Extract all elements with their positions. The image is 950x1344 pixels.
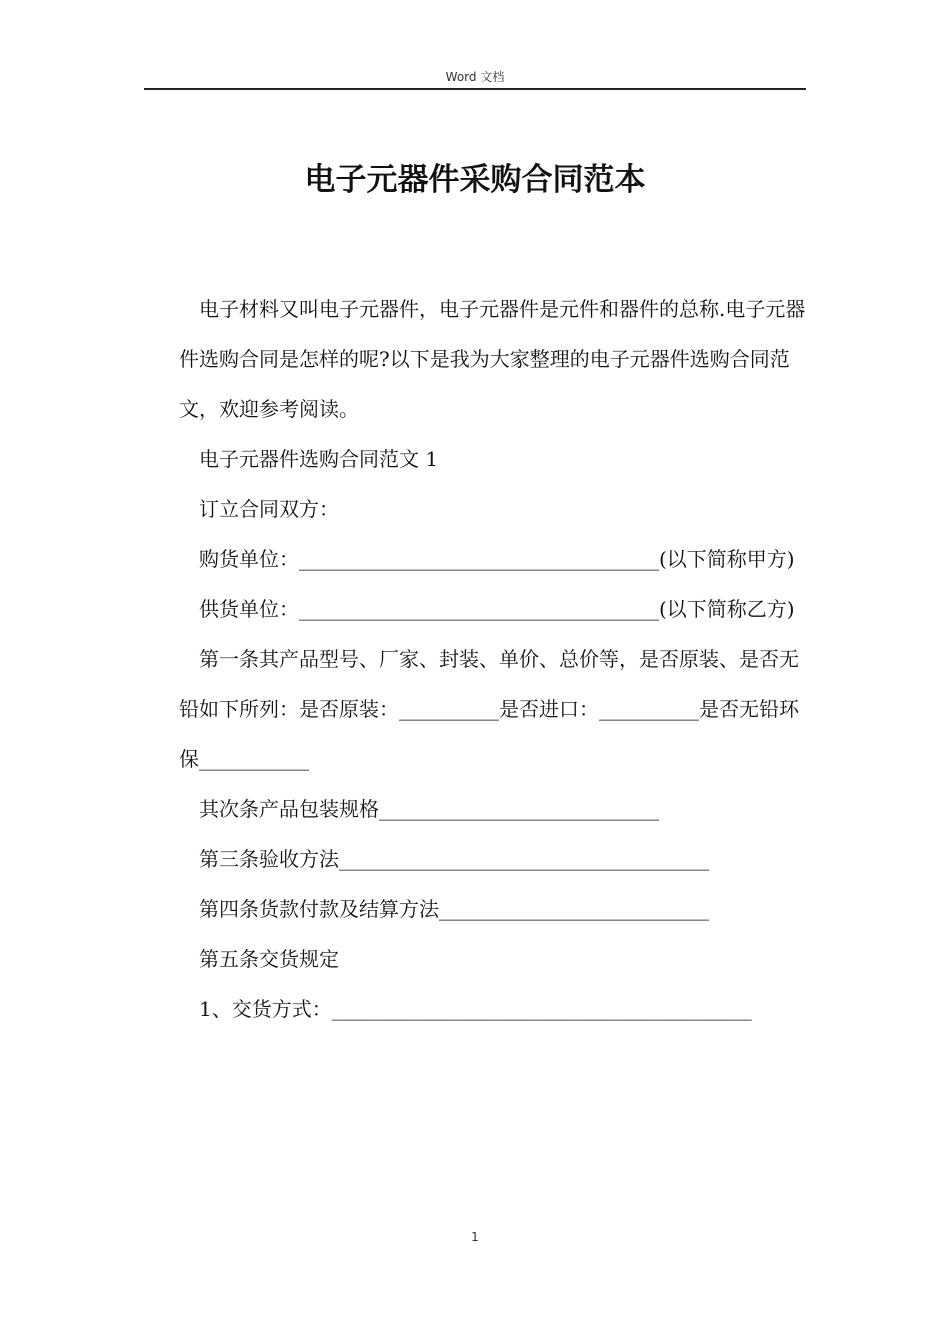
header-label: Word 文档	[445, 70, 505, 84]
document-body	[179, 284, 806, 1034]
article-four: 第四条货款付款及结算方法___________________________	[199, 897, 709, 921]
buyer-line: 购货单位：____________________________________(以下简称甲方)	[199, 547, 795, 571]
document-title: 电子元器件采购合同范本	[304, 162, 646, 198]
page-number: 1	[471, 1230, 479, 1244]
sample-heading: 电子元器件选购合同范文 1	[199, 447, 439, 471]
article-five: 第五条交货规定	[199, 947, 339, 971]
page-header	[144, 66, 806, 90]
article-three: 第三条验收方法_____________________________________	[199, 847, 709, 871]
article-one: 第一条其产品型号、厂家、封装、单价、总价等，是否原装、是否无铅如下所列：是否原装：__________是否进口：__________是否无铅环保___________	[179, 647, 799, 771]
parties-label: 订立合同双方：	[199, 497, 339, 521]
intro-paragraph: 电子材料又叫电子元器件，电子元器件是元件和器件的总称.电子元器件选购合同是怎样的呢?以下是我为大家整理的电子元器件选购合同范文，欢迎参考阅读。	[179, 297, 806, 421]
delivery-method-line: 1、交货方式：__________________________________________	[199, 997, 752, 1021]
supplier-line: 供货单位：____________________________________(以下简称乙方)	[199, 597, 795, 621]
article-two: 其次条产品包装规格____________________________	[199, 797, 659, 821]
